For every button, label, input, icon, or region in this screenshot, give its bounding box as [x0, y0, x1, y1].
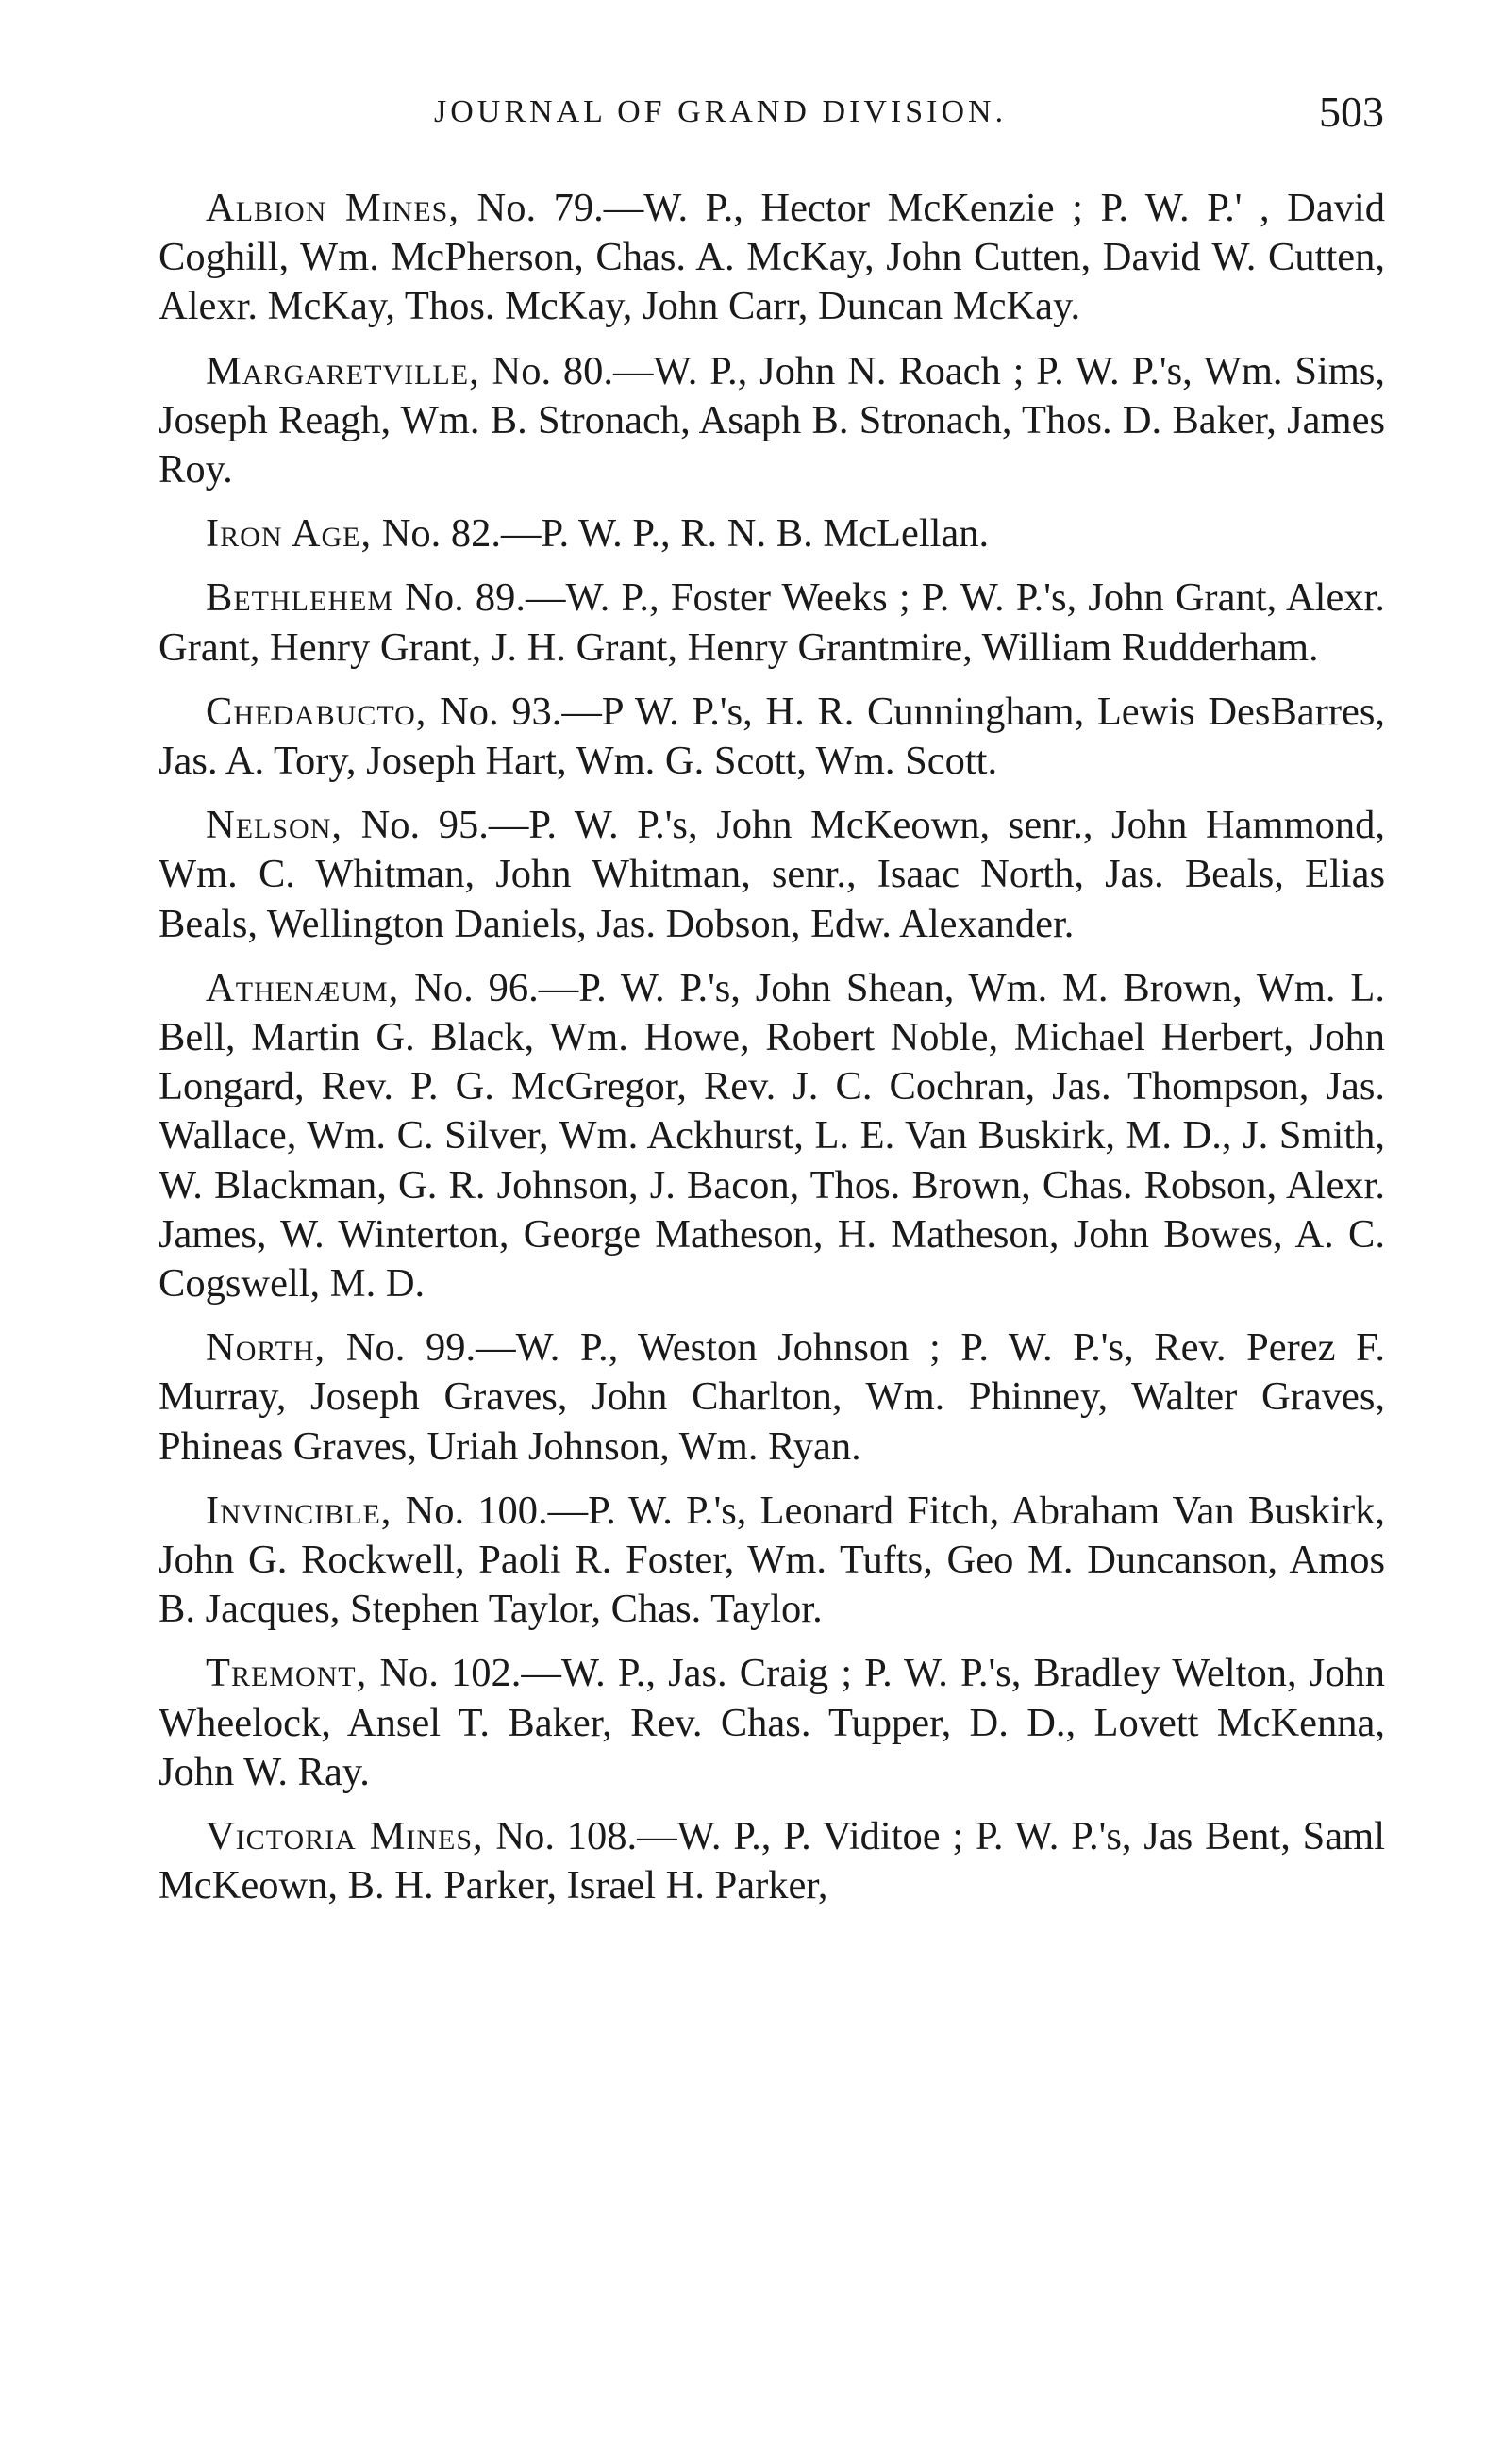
- page-number: 503: [1319, 88, 1384, 136]
- division-name: Iron Age,: [206, 511, 373, 557]
- division-details: No. 95.—P. W. P.'s, John McKeown, senr., John Hammond, Wm. C. Whitman, John Whitman, senr., Isaac North, Jas. Beals, Elias Beals, Wellington Daniels, Jas. Dobson, Edw. Alexander.: [159, 803, 1385, 946]
- division-name: Nelson,: [206, 803, 342, 848]
- division-details: No. 96.—P. W. P.'s, John Shean, Wm. M. Brown, Wm. L. Bell, Martin G. Black, Wm. Howe, Robert Noble, Michael Herbert, John Longard, Rev. P. G. McGregor, Rev. J. C. Cochran, Jas. Thompson, Jas. Wallace, Wm. C. Silver, Wm. Ackhurst, L. E. Van Buskirk, M. D., J. Smith, W. Blackman, G. R. Johnson, J. Bacon, Thos. Brown, Chas. Robson, Alexr. James, W. Winterton, George Matheson, H. Matheson, John Bowes, A. C. Cogswell, M. D.: [159, 965, 1385, 1307]
- division-details: No. 89.—W. P., Foster Weeks ; P. W. P.'s, John Grant, Alexr. Grant, Henry Grant, J. H. Grant, Henry Grantmire, William Rudderham.: [159, 575, 1385, 670]
- division-name: Athenæum,: [206, 965, 400, 1010]
- division-entry-margaretville: [159, 347, 1385, 495]
- division-name: Albion Mines,: [206, 186, 459, 230]
- division-entry-victoria-mines: [159, 1812, 1385, 1910]
- division-name: North,: [206, 1325, 326, 1371]
- division-entry-north: [159, 1324, 1385, 1472]
- division-details: No. 99.—W. P., Weston Johnson ; P. W. P.'s, Rev. Perez F. Murray, Joseph Graves, John Charlton, Wm. Phinney, Walter Graves, Phineas Graves, Uriah Johnson, Wm. Ryan.: [159, 1325, 1385, 1469]
- division-entry-iron-age: [159, 509, 1385, 558]
- division-entry-tremont: [159, 1649, 1385, 1797]
- division-entry-chedabucto: [159, 688, 1385, 786]
- division-details: No. 82.—P. W. P., R. N. B. McLellan.: [372, 511, 990, 557]
- division-name: Victoria Mines,: [206, 1814, 484, 1859]
- division-details: No. 93.—P W. P.'s, H. R. Cunningham, Lewis DesBarres, Jas. A. Tory, Joseph Hart, Wm. G. Scott, Wm. Scott.: [159, 689, 1385, 784]
- division-details: No. 80.—W. P., John N. Roach ; P. W. P.'s, Wm. Sims, Joseph Reagh, Wm. B. Stronach, Asaph B. Stronach, Thos. D. Baker, James Roy.: [159, 348, 1385, 492]
- division-details: No. 108.—W. P., P. Viditoe ; P. W. P.'s, Jas Bent, Saml McKeown, B. H. Parker, Israel H. Parker,: [159, 1814, 1385, 1908]
- division-entry-invincible: [159, 1487, 1385, 1635]
- division-details: No. 102.—W. P., Jas. Craig ; P. W. P.'s, Bradley Welton, John Wheelock, Ansel T. Baker, Rev. Chas. Tupper, D. D., Lovett McKenna, John W. Ray.: [159, 1651, 1385, 1794]
- division-name: Chedabucto,: [206, 689, 427, 734]
- division-entry-bethlehem: [159, 574, 1385, 672]
- division-entry-nelson: [159, 801, 1385, 949]
- running-head: JOURNAL OF GRAND DIVISION.: [434, 94, 1008, 129]
- division-entry-albion-mines: [159, 184, 1385, 332]
- division-name: Bethlehem: [206, 575, 393, 621]
- division-details: No. 100.—P. W. P.'s, Leonard Fitch, Abraham Van Buskirk, John G. Rockwell, Paoli R. Foster, Wm. Tufts, Geo M. Duncanson, Amos B. Jacques, Stephen Taylor, Chas. Taylor.: [159, 1488, 1385, 1632]
- division-entry-athenaeum: [159, 964, 1385, 1308]
- division-details: No. 79.—W. P., Hector McKenzie ; P. W. P.' , David Coghill, Wm. McPherson, Chas. A. McKay, John Cutten, David W. Cutten, Alexr. McKay, Thos. McKay, John Carr, Duncan McKay.: [159, 186, 1385, 329]
- division-name: Tremont,: [206, 1651, 368, 1696]
- division-name: Margaretville,: [206, 348, 480, 393]
- division-list: [159, 184, 1385, 1926]
- division-name: Invincible,: [206, 1488, 392, 1533]
